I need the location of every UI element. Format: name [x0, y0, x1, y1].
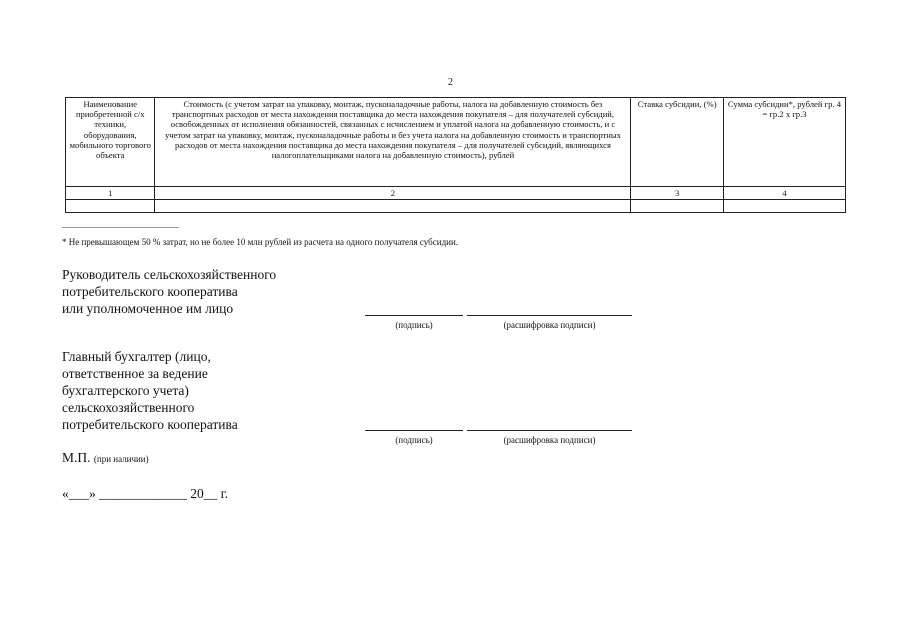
column-number: 2: [155, 187, 631, 200]
accountant-decoding-caption: (расшифровка подписи): [503, 435, 596, 445]
column-number: 1: [66, 187, 155, 200]
page-number: 2: [448, 77, 453, 88]
accountant-signature-caption: (подпись): [395, 435, 433, 445]
head-decoding-caption: (расшифровка подписи): [503, 320, 596, 330]
column-number: 3: [631, 187, 724, 200]
footnote-divider: [62, 227, 179, 228]
table-cell: [66, 200, 155, 213]
stamp-label: М.П.: [62, 450, 91, 465]
label-line: ответственное за ведение: [62, 366, 208, 381]
accountant-signatory-label: [62, 348, 238, 433]
column-number: 4: [723, 187, 845, 200]
date-line: «___» _____________ 20__ г.: [62, 486, 229, 501]
label-line: Главный бухгалтер (лицо,: [62, 349, 211, 364]
label-line: потребительского кооператива: [62, 284, 238, 299]
table-cell: [631, 200, 724, 213]
table-cell: [723, 200, 845, 213]
table-row: [66, 200, 846, 213]
head-signatory-label: [62, 266, 276, 317]
label-line: бухгалтерского учета): [62, 383, 189, 398]
header-cost: Стоимость (с учетом затрат на упаковку, монтаж, пусконаладочные работы, налога на добавленную стоимость без транспортных расходов от места нахождения поставщика до места нахождения покупателя – для получателей субсидий, освобожденных от исполнения обязанностей, связанных с исчислением и уплатой налога на добавленную стоимость, и с учетом затрат на упаковку, монтаж, пусконаладочные работы и без учета налога на добавленную стоимость и транспортных расходов от места нахождения поставщика до места нахождения покупателя – для получателей субсидий, являющихся налогоплательщиками налога на добавленную стоимость), рублей: [155, 98, 631, 187]
stamp-note: (при наличии): [93, 454, 149, 464]
subsidy-table: [65, 97, 846, 213]
header-subsidy-rate: Ставка субсидии, (%): [631, 98, 724, 187]
table-column-numbers-row: [66, 187, 846, 200]
label-line: сельскохозяйственного: [62, 400, 195, 415]
stamp-place: [62, 450, 149, 466]
header-equipment-name: Наименование приобретенной с/х техники, оборудования, мобильного торгового объекта: [66, 98, 155, 187]
footnote: * Не превышающем 50 % затрат, но не более 10 млн рублей из расчета на одного получателя субсидии.: [62, 237, 459, 247]
accountant-signature-line: [365, 430, 463, 431]
label-line: Руководитель сельскохозяйственного: [62, 267, 277, 282]
label-line: потребительского кооператива: [62, 417, 238, 432]
head-signature-caption: (подпись): [395, 320, 433, 330]
head-signature-line: [365, 315, 463, 316]
table-cell: [155, 200, 631, 213]
header-subsidy-amount: Сумма субсидии*, рублей гр. 4 = гр.2 x гр.3: [723, 98, 845, 187]
accountant-decoding-line: [467, 430, 632, 431]
table-header-row: [66, 98, 846, 187]
label-line: или уполномоченное им лицо: [62, 301, 234, 316]
head-decoding-line: [467, 315, 632, 316]
